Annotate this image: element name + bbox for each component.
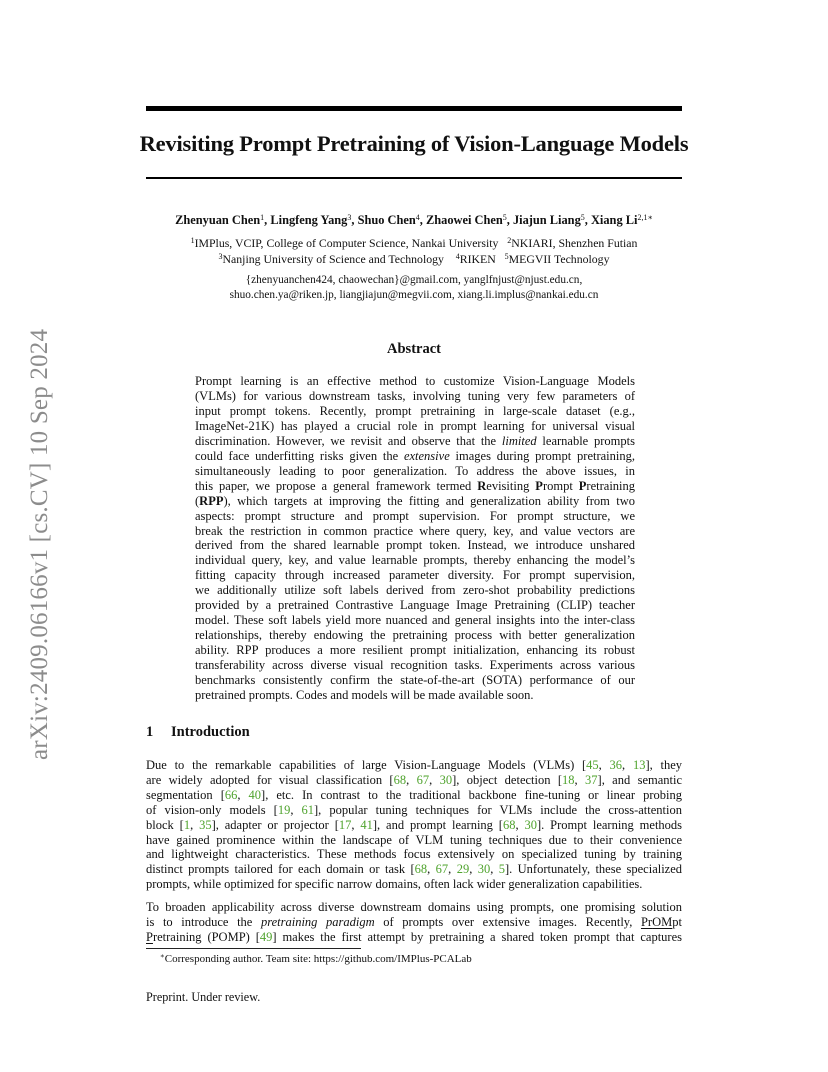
- abstract-heading: Abstract: [387, 341, 441, 357]
- citation-link[interactable]: 18: [562, 772, 575, 787]
- citation-link[interactable]: 67: [435, 862, 449, 877]
- citation-link[interactable]: 41: [360, 817, 373, 832]
- author-affiliation-marker: 5: [502, 213, 507, 222]
- intro-paragraph-2: To broaden applicability across diverse downstream domains using prompts, one promising solution is to introduce the pretraining paradigm of prompts over extensive images. Recently, PrOMpt Pretraining (POMP) [49] makes the first attempt by pretraining a shared token prompt that captures: [146, 900, 682, 944]
- author-affiliation-marker: 4: [415, 213, 420, 222]
- citation-link[interactable]: 45: [586, 758, 599, 772]
- citation-link[interactable]: 61: [301, 802, 314, 817]
- citation-link[interactable]: 30: [477, 862, 491, 877]
- citation-link[interactable]: 36: [609, 758, 623, 772]
- citation-link[interactable]: 68: [414, 862, 428, 877]
- citation-link[interactable]: 19: [277, 802, 291, 817]
- citation-link[interactable]: 29: [456, 862, 470, 877]
- author-emails-line-2: shuo.chen.ya@riken.jp, liangjiajun@megvii.com, xiang.li.implus@nankai.edu.cn: [229, 289, 599, 301]
- citation-link[interactable]: 68: [502, 817, 516, 832]
- section-heading-introduction: 1 Introduction: [146, 724, 250, 740]
- citation-link[interactable]: 40: [248, 787, 262, 802]
- author-name: Xiang Li: [590, 213, 638, 227]
- citation-link[interactable]: 1: [183, 817, 191, 832]
- citation-link[interactable]: 17: [338, 817, 352, 832]
- citation-link[interactable]: 66: [224, 787, 238, 802]
- author-affiliation-marker: 5: [580, 213, 585, 222]
- author-name: Lingfeng Yang: [270, 213, 348, 227]
- citation-link[interactable]: 30: [524, 817, 537, 832]
- author-name: Zhaowei Chen: [425, 213, 503, 227]
- intro-paragraph-1: Due to the remarkable capabilities of large Vision-Language Models (VLMs) [45, 36, 13], they are widely adopted for visual classification [68, 67, 30], object detection [18, 37], and semantic segmentation [66, 40], etc. In contrast to the traditional backbone fine-tuning or linear probing of vision-only models [19, 61], popular tuning techniques for VLMs include the cross-attention block [1, 35], adapter or projector [17, 41], and prompt learning [68, 30]. Prompt learning methods have gained prominence within the landscape of VLM tuning techniques due to their convenience and lightweight characteristics. These methods focus extensively on specialized tuning by training distinct prompts tailored for each domain or task [68, 67, 29, 30, 5]. Unfortunately, these specialized prompts, while optimized for specific narrow domains, often lack wider generalization capabilities.: [146, 758, 683, 892]
- citation-link[interactable]: 49: [259, 929, 273, 944]
- title-bottom-rule: [146, 177, 682, 179]
- affiliations-line-1: $^1$IMPlus, VCIP, College of Computer Science, Nankai University $^2$NKIARI, Shenzhen Futian: [190, 236, 638, 250]
- citation-link[interactable]: 67: [416, 772, 430, 787]
- preprint-note: Preprint. Under review.: [146, 990, 261, 1004]
- arxiv-identifier-sidebar: arXiv:2409.06166v1 [cs.CV] 10 Sep 2024: [26, 328, 53, 760]
- citation-link[interactable]: 5: [498, 862, 505, 877]
- author-name: Shuo Chen: [357, 213, 416, 227]
- citation-link[interactable]: 68: [393, 772, 407, 787]
- footnote: ∗Corresponding author. Team site: https://github.com/IMPlus-PCALab: [160, 952, 472, 965]
- abstract-text: Prompt learning is an effective method to customize Vision-Language Models (VLMs) for various downstream tasks, involving tuning very few parameters of input prompt tokens. Recently, prompt pretraining in large-scale dataset (e.g., ImageNet-21K) has played a crucial role in prompt learning for universal visual discrimination. However, we revisit and observe that the limited learnable prompts could face underfitting risks given the extensive images during prompt pretraining, simultaneously leading to poor generalization. To address the above issues, in this paper, we propose a general framework termed Revisiting Prompt Pretraining (RPP), which targets at improving the fitting and generalization ability from two aspects: prompt structure and prompt supervision. For prompt structure, we break the restriction in common practice where query, key, and value vectors are derived from the shared learnable prompt token. Instead, we introduce unshared individual query, key, and value learnable prompts, thereby enhancing the model’s fitting capacity through increased parameter diversity. For prompt supervision, we additionally utilize soft labels derived from zero-shot probability predictions provided by a pretrained Contrastive Language Image Pretraining (CLIP) teacher model. These soft labels yield more nuanced and general insights into the inter-class relationships, thereby endowing the pretraining process with better generalization ability. RPP produces a more resilient prompt initialization, enhancing its robust transferability across diverse visual recognition tasks. Experiments across various benchmarks consistently confirm the state-of-the-art (SOTA) performance of our pretrained prompts. Codes and models will be made available soon.: [195, 374, 636, 703]
- author-name: Jiajun Liang: [512, 213, 581, 227]
- author-affiliation-marker: 3: [347, 213, 352, 222]
- citation-link[interactable]: 13: [632, 758, 646, 772]
- citation-link[interactable]: 30: [439, 772, 453, 787]
- affiliations-line-2: $^3$Nanjing University of Science and Technology $^4$RIKEN $^5$MEGVII Technology: [218, 252, 610, 266]
- footnote-rule: [146, 948, 361, 949]
- citation-link[interactable]: 37: [585, 772, 598, 787]
- citation-link[interactable]: 35: [199, 817, 212, 832]
- author-affiliation-marker: 2,1∗: [637, 213, 653, 222]
- author-affiliation-marker: 1: [260, 213, 265, 222]
- author-list: Zhenyuan Chen$^1$, Lingfeng Yang$^3$, Shuo Chen$^4$, Zhaowei Chen$^5$, Jiajun Liang$^5$, Xiang $Li^{2,1∗}$: [175, 213, 653, 227]
- author-emails-line-1: {zhenyuanchen424, chaowechan}@gmail.com, yanglfnjust@njust.edu.cn,: [245, 274, 583, 286]
- author-name: Zhenyuan Chen: [175, 213, 261, 227]
- title-top-rule: [146, 106, 682, 111]
- paper-title: Revisiting Prompt Pretraining of Vision-Language Models: [139, 131, 689, 156]
